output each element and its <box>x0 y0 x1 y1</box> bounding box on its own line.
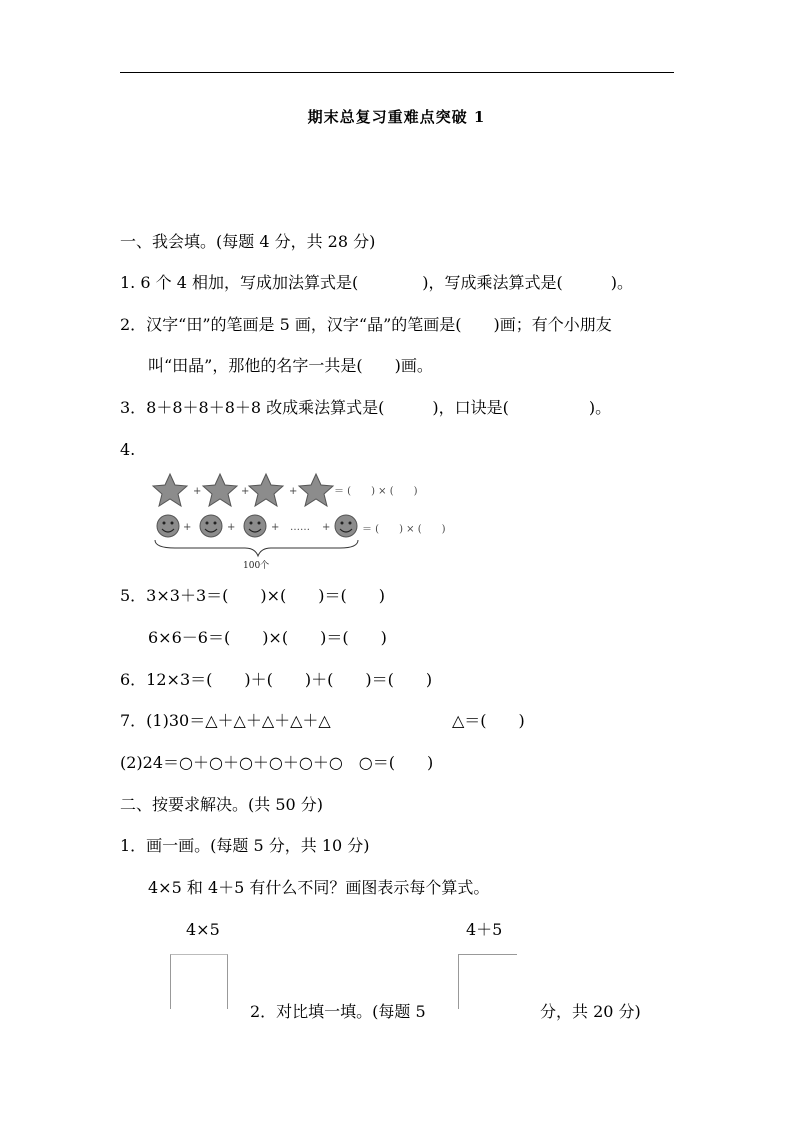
star-icon <box>249 474 283 506</box>
header-rule <box>120 72 674 73</box>
row2-equation: ＝ ( ) × ( ) <box>362 524 446 535</box>
section2-question-1: 1．画一画。(每题 5 分，共 10 分) <box>120 836 370 855</box>
section2-question-2-cont: 分，共 20 分) <box>540 1002 641 1021</box>
section1-heading: 一、我会填。(每题 4 分，共 28 分) <box>120 232 376 251</box>
smiley-icon <box>200 515 222 537</box>
brace <box>155 540 358 556</box>
brace-label: 100个 <box>243 561 270 571</box>
smiley-icon <box>157 515 179 537</box>
plus-sign: + <box>241 486 250 497</box>
plus-sign: + <box>227 522 236 533</box>
page-title: 期末总复习重难点突破 1 <box>307 108 486 126</box>
question-5-line2: 6×6－6＝( )×( )＝( ) <box>148 628 387 647</box>
question-5-line1: 5．3×3＋3＝( )×( )＝( ) <box>120 586 385 605</box>
row1-equation: ＝ ( ) × ( ) <box>334 486 418 497</box>
question-3: 3．8＋8＋8＋8＋8 改成乘法算式是( )，口诀是( )。 <box>120 398 612 417</box>
question-1: 1. 6 个 4 相加，写成加法算式是( )，写成乘法算式是( )。 <box>120 273 633 292</box>
section2-question-2: 2．对比填一填。(每题 5 <box>250 1002 426 1021</box>
plus-sign: + <box>183 522 192 533</box>
question-6: 6．12×3＝( )＋( )＋( )＝( ) <box>120 670 433 689</box>
section2-question-1-desc: 4×5 和 4＋5 有什么不同？画图表示每个算式。 <box>148 878 490 897</box>
question-7-part1: 7．(1)30＝△＋△＋△＋△＋△ <box>120 711 331 730</box>
label-multiplication: 4×5 <box>186 920 220 939</box>
question-4-label: 4. <box>120 440 136 459</box>
star-icon <box>203 474 237 506</box>
smiley-icon <box>244 515 266 537</box>
question-7-part1-answer: △＝( ) <box>452 711 525 730</box>
star-icon <box>299 474 333 506</box>
plus-sign: + <box>289 486 298 497</box>
drawing-box-multiplication[interactable] <box>170 954 228 1009</box>
plus-sign: + <box>322 522 331 533</box>
question-7-part2: (2)24＝○＋○＋○＋○＋○＋○ ○＝( ) <box>120 753 434 772</box>
drawing-box-addition[interactable] <box>458 954 517 1009</box>
plus-sign: + <box>193 486 202 497</box>
question-2-line1: 2．汉字“田”的笔画是 5 画，汉字“晶”的笔画是( )画；有个小朋友 <box>120 315 612 334</box>
label-addition: 4＋5 <box>466 920 503 939</box>
section2-heading: 二、按要求解决。(共 50 分) <box>120 795 324 814</box>
question-4-figure <box>150 468 520 576</box>
star-icon <box>153 474 187 506</box>
plus-sign: + <box>271 522 280 533</box>
question-2-line2: 叫“田晶”，那他的名字一共是( )画。 <box>148 356 433 375</box>
ellipsis: …… <box>290 522 310 533</box>
smiley-icon <box>335 515 357 537</box>
